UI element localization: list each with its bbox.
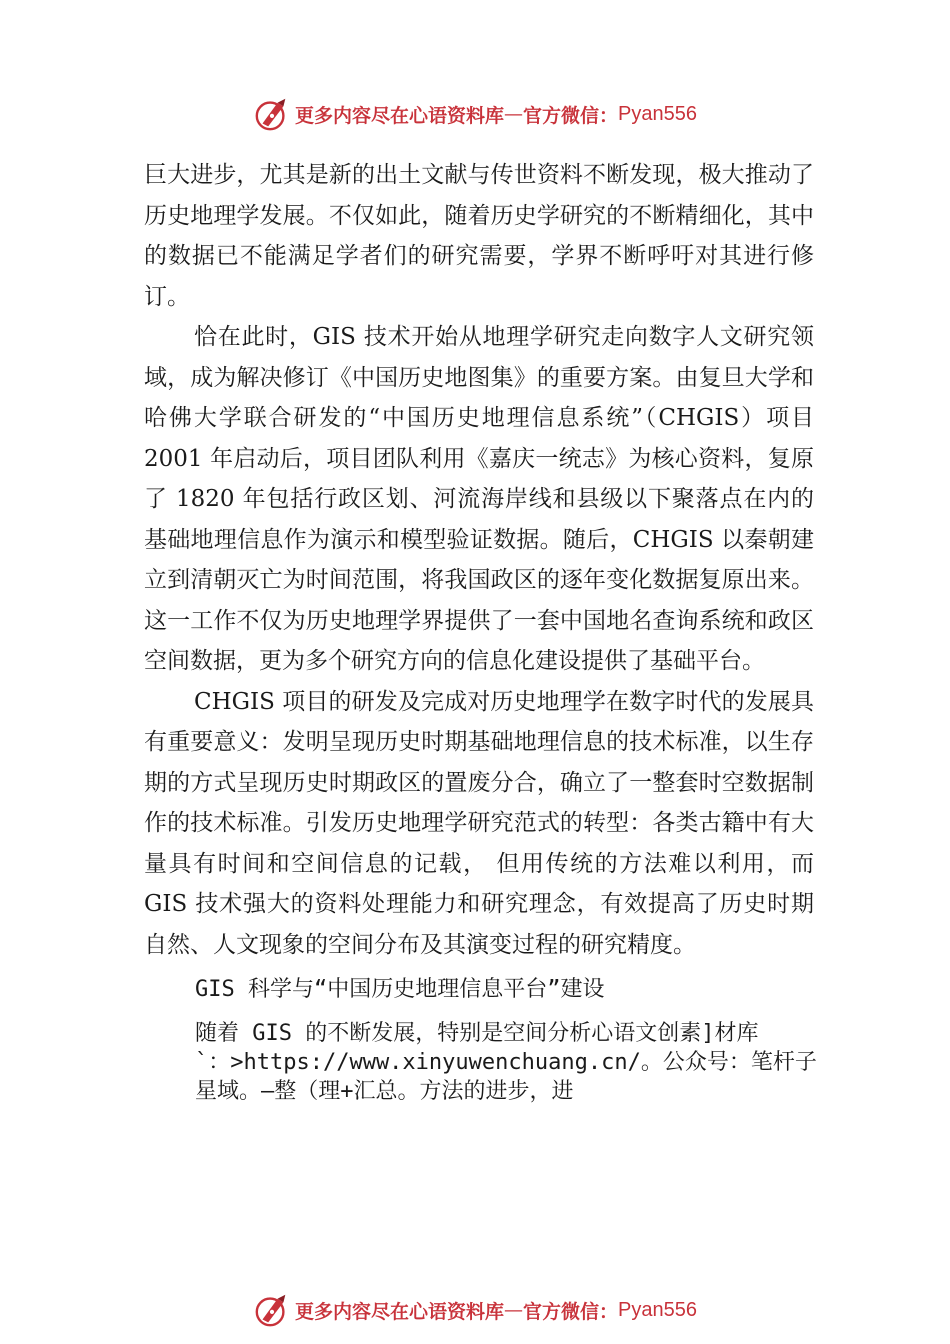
paragraph-4-line-2: `：>https://www.xinyuwenchuang.cn/。公众号：笔杆子 — [195, 1050, 817, 1075]
footer-contact-id: Pyan556 — [618, 1298, 697, 1321]
paragraph-1: 巨大进步，尤其是新的出土文献与传世资料不断发现，极大推动了历史地理学发展。不仅如此，随着历史学研究的不断精细化，其中的数据已不能满足学者们的研究需要，学界不断呼吁对其进行修订。 — [144, 162, 814, 310]
footer-banner — [0, 1290, 950, 1330]
section-heading: GIS 科学与“中国历史地理信息平台”建设 — [195, 977, 605, 1002]
header-separator: — — [504, 103, 524, 125]
header-brand-text: 更多内容尽在心语资料库 — [295, 104, 505, 127]
paragraph-3: CHGIS 项目的研发及完成对历史地理学在数字时代的发展具有重要意义：发明呈现历史时期基础地理信息的技术标准，以生存期的方式呈现历史时期政区的置废分合，确立了一整套时空数据制作的技术标准。引发历史地理学研究范式的转型：各类古籍中有大量具有时间和空间信息的记载， 但用传统的方法难以利用，而 GIS 技术强大的资料处理能力和研究理念，有效提高了历史时期自然、人文现象的空间分布及其演变过程的研究精度。 — [144, 688, 814, 958]
document-body — [144, 155, 817, 1106]
footer-contact-label: 官方微信： — [523, 1300, 619, 1323]
header-contact-label: 官方微信： — [523, 104, 619, 127]
footer-brand-text: 更多内容尽在心语资料库 — [295, 1300, 505, 1323]
footer-separator: — — [504, 1299, 524, 1321]
header-contact-id: Pyan556 — [618, 102, 697, 125]
paragraph-2: 恰在此时，GIS 技术开始从地理学研究走向数字人文研究领域，成为解决修订《中国历史地图集》的重要方案。由复旦大学和哈佛大学联合研发的“中国历史地理信息系统”（CHGIS）项目 2001 年启动后，项目团队利用《嘉庆一统志》为核心资料，复原了 1820 年包括行政区划、河流海岸线和县级以下聚落点在内的基础地理信息作为演示和模型验证数据。随后，CHGIS 以秦朝建立到清朝灭亡为时间范围，将我国政区的逐年变化数据复原出来。这一工作不仅为历史地理学界提供了一套中国地名查询系统和政区空间数据，更为多个研究方向的信息化建设提供了基础平台。 — [144, 324, 814, 674]
paragraph-4-line-3: 星域。—整（理+汇总。方法的进步，进 — [195, 1079, 574, 1104]
paragraph-4-line-1: 随着 GIS 的不断发展，特别是空间分析心语文创素]材库 — [195, 1021, 759, 1046]
pen-nib-logo-icon — [253, 1291, 291, 1329]
pen-nib-logo-icon — [253, 95, 291, 133]
header-banner — [0, 94, 950, 134]
